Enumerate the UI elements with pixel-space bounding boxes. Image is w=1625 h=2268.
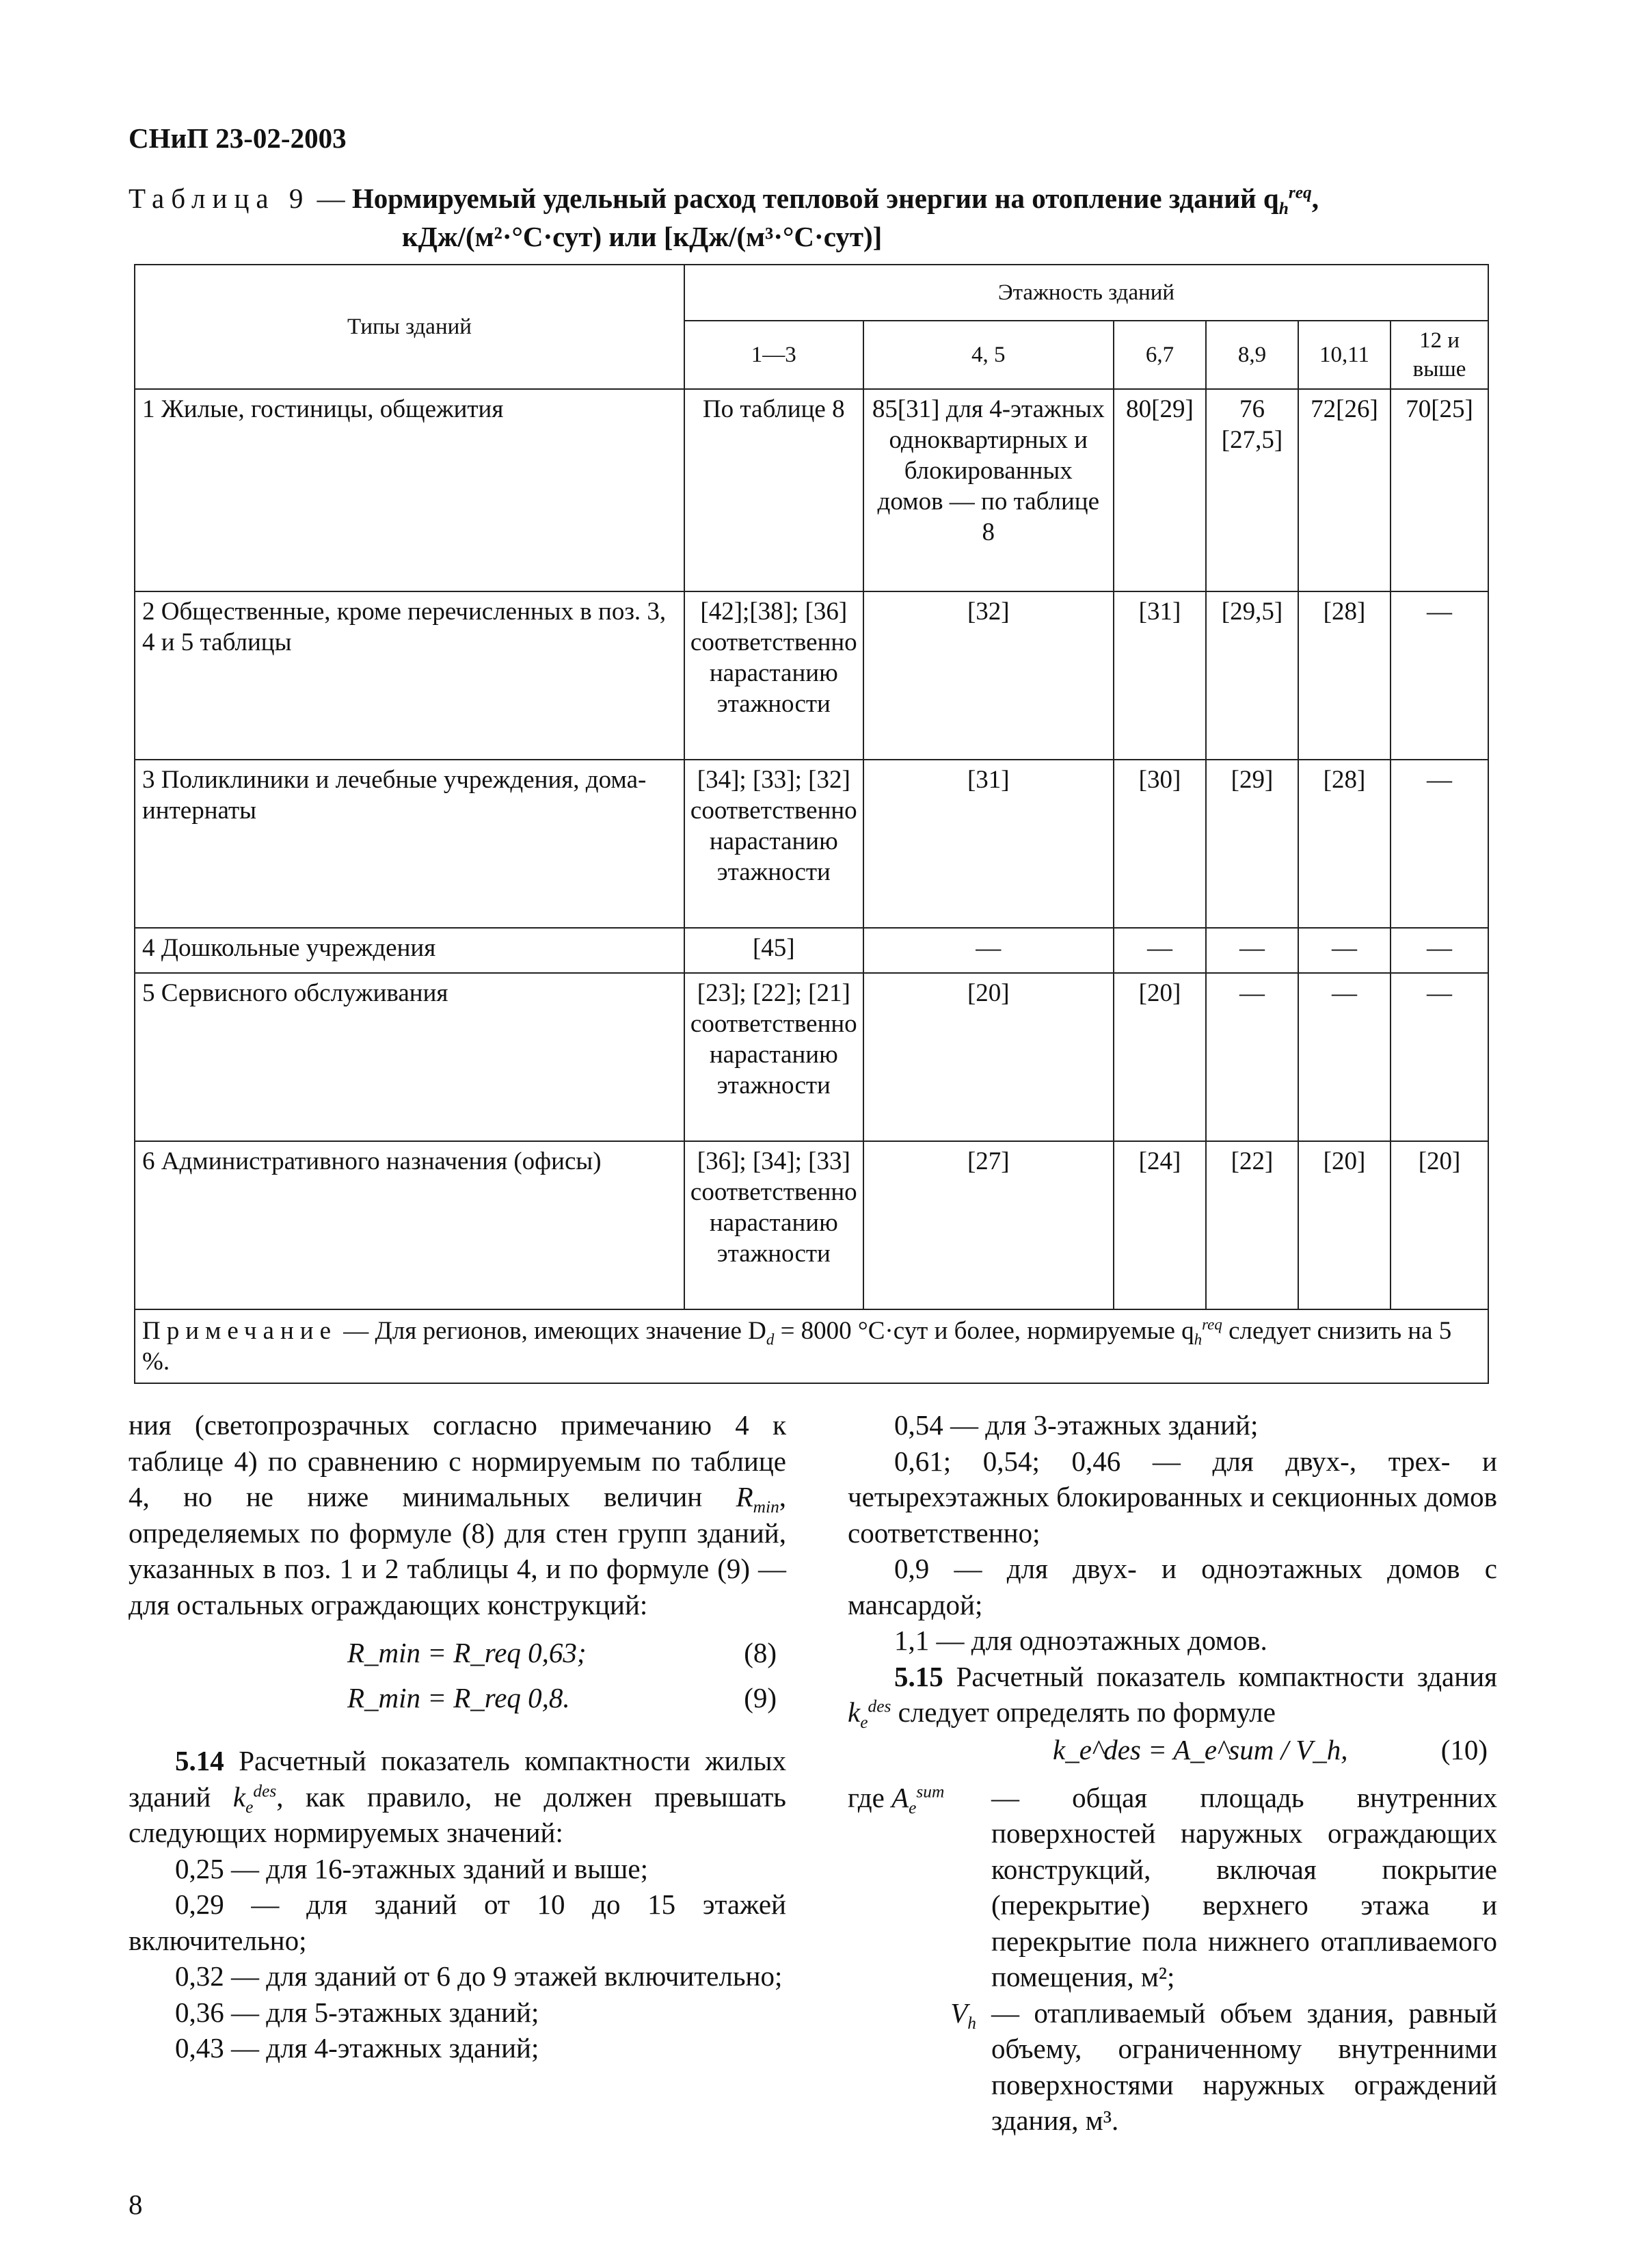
definition-volume bbox=[848, 1995, 1497, 2139]
row-value: [20] bbox=[863, 973, 1114, 1141]
section-number: 5.14 bbox=[175, 1745, 224, 1776]
row-value: — bbox=[1391, 591, 1488, 760]
section-5-14 bbox=[129, 1743, 786, 1851]
header-storey-col: 8,9 bbox=[1206, 321, 1298, 389]
row-value: [31] bbox=[1114, 591, 1206, 760]
title-text-line2: кДж/(м²·°С·сут) или [кДж/(м³·°С·сут)] bbox=[402, 221, 883, 252]
row-value: — bbox=[1391, 928, 1488, 973]
list-item: 0,54 — для 3-этажных зданий; bbox=[894, 1409, 1259, 1441]
header-storey-col: 6,7 bbox=[1114, 321, 1206, 389]
row-value: [20] bbox=[1114, 973, 1206, 1141]
note-text-c: следует снизить на 5 %. bbox=[142, 1317, 1452, 1376]
sec515-text-a: Расчетный показатель компактности здания bbox=[943, 1660, 1497, 1692]
row-value: — bbox=[1298, 973, 1391, 1141]
header-building-types: Типы зданий bbox=[135, 265, 684, 389]
row-value: [20] bbox=[1391, 1141, 1488, 1309]
sec514-text-b: , как правило, не должен превышать следующих нормируемых значений: bbox=[129, 1780, 787, 1848]
row-name: 6 Административного назначения (офисы) bbox=[135, 1141, 684, 1309]
where1-symbol: A bbox=[891, 1781, 909, 1813]
row-value: 70[25] bbox=[1391, 389, 1488, 591]
row-value: [22] bbox=[1206, 1141, 1298, 1309]
formula-10-number: (10) bbox=[1440, 1733, 1488, 1765]
right-column bbox=[848, 1407, 1497, 2139]
sec514-symbol: k bbox=[232, 1780, 246, 1813]
table-row bbox=[135, 760, 1488, 928]
title-comma: , bbox=[1311, 183, 1319, 214]
header-storeys: Этажность зданий bbox=[684, 265, 1488, 321]
table-row bbox=[135, 591, 1488, 760]
definition-text: — общая площадь внутренних поверхностей наружных ограждающих конструкций, включая покрытие (перекрытие) верхнего этажа и перекрытие пола нижнего отапливаемого помещения, м²; bbox=[991, 1781, 1497, 1992]
sec514-sub: e bbox=[245, 1797, 254, 1817]
list-item: 1,1 — для одноэтажных домов. bbox=[894, 1625, 1267, 1656]
header-storey-col: 4, 5 bbox=[863, 321, 1114, 389]
row-value: [20] bbox=[1298, 1141, 1391, 1309]
row-value: [36]; [34]; [33] соответственно нарастанию этажности bbox=[684, 1141, 863, 1309]
formula-8 bbox=[129, 1629, 786, 1677]
row-value: 80[29] bbox=[1114, 389, 1206, 591]
para1-sub: min bbox=[753, 1497, 779, 1517]
sec515-sup: des bbox=[868, 1696, 891, 1716]
row-name: 3 Поликлиники и лечебные учреждения, дома-интернаты bbox=[135, 760, 684, 928]
header-storey-col: 10,11 bbox=[1298, 321, 1391, 389]
header-storey-col: 12 и выше bbox=[1391, 321, 1488, 389]
where2-symbol: V bbox=[950, 1997, 968, 2029]
header-storey-col: 1—3 bbox=[684, 321, 863, 389]
note-text-b: = 8000 °С·сут и более, нормируемые q bbox=[774, 1317, 1194, 1345]
row-value: [31] bbox=[863, 760, 1114, 928]
formula-9-number: (9) bbox=[744, 1682, 777, 1713]
definition-symbol bbox=[848, 1995, 991, 2139]
table-row bbox=[135, 1141, 1488, 1309]
row-name: 5 Сервисного обслуживания bbox=[135, 973, 684, 1141]
note-sup-req: req bbox=[1202, 1316, 1222, 1333]
row-value: 76 [27,5] bbox=[1206, 389, 1298, 591]
note-sub-d: d bbox=[766, 1331, 775, 1348]
row-name: 2 Общественные, кроме перечисленных в поз. 3, 4 и 5 таблицы bbox=[135, 591, 684, 760]
row-value: — bbox=[1206, 973, 1298, 1141]
title-dash: — bbox=[317, 183, 345, 214]
sec514-text-a: Расчетный показатель компактности жилых зданий bbox=[129, 1745, 786, 1813]
list-item: 0,9 — для двух- и одноэтажных домов с мансардой; bbox=[848, 1553, 1497, 1620]
definition-text: — отапливаемый объем здания, равный объему, ограниченному внутренними поверхностями наружных ограждений здания, м³. bbox=[991, 1997, 1497, 2136]
table-note-row bbox=[135, 1309, 1488, 1383]
row-value: — bbox=[1391, 973, 1488, 1141]
row-value: [30] bbox=[1114, 760, 1206, 928]
para1-symbol: R bbox=[736, 1481, 753, 1512]
note-label: Примечание bbox=[142, 1317, 337, 1345]
row-value: [27] bbox=[863, 1141, 1114, 1309]
list-item: 0,61; 0,54; 0,46 — для двух-, трех- и четырехэтажных блокированных и секционных домов соответственно; bbox=[848, 1445, 1497, 1549]
row-value: [32] bbox=[863, 591, 1114, 760]
section-number: 5.15 bbox=[894, 1660, 943, 1692]
row-value: — bbox=[1114, 928, 1206, 973]
list-item: 0,25 — для 16-этажных зданий и выше; bbox=[175, 1852, 648, 1884]
row-value: [45] bbox=[684, 928, 863, 973]
sec515-text-b: следует определять по формуле bbox=[891, 1696, 1276, 1728]
row-name: 4 Дошкольные учреждения bbox=[135, 928, 684, 973]
row-value: [23]; [22]; [21] соответственно нарастанию этажности bbox=[684, 973, 863, 1141]
list-item: 0,29 — для зданий от 10 до 15 этажей включительно; bbox=[129, 1889, 786, 1956]
table-label: Таблица 9 bbox=[129, 183, 310, 214]
definition-symbol bbox=[848, 1780, 991, 1995]
section-5-15 bbox=[848, 1659, 1497, 1731]
title-sup-req: req bbox=[1288, 183, 1312, 202]
row-value: — bbox=[1391, 760, 1488, 928]
where2-sub: h bbox=[967, 2013, 976, 2033]
row-value: — bbox=[1298, 928, 1391, 973]
row-value: [28] bbox=[1298, 591, 1391, 760]
row-value: [29,5] bbox=[1206, 591, 1298, 760]
row-value: [24] bbox=[1114, 1141, 1206, 1309]
table-note bbox=[135, 1309, 1488, 1383]
formula-9 bbox=[129, 1677, 786, 1725]
sec515-symbol: k bbox=[848, 1696, 861, 1728]
row-value: [42];[38]; [36] соответственно нарастанию этажности bbox=[684, 591, 863, 760]
document-code: СНиП 23-02-2003 bbox=[129, 122, 347, 154]
list-item: 0,43 — для 4-этажных зданий; bbox=[175, 2032, 539, 2064]
table-row bbox=[135, 973, 1488, 1141]
formula-10-expr: k_e^des = A_e^sum / V_h, bbox=[1053, 1733, 1348, 1765]
row-value: — bbox=[1206, 928, 1298, 973]
left-column bbox=[129, 1407, 786, 2066]
title-text-line1: Нормируемый удельный расход тепловой энергии на отопление зданий q bbox=[351, 183, 1279, 214]
table-row bbox=[135, 928, 1488, 973]
where1-sup: sum bbox=[916, 1781, 945, 1801]
row-value: [29] bbox=[1206, 760, 1298, 928]
sec515-sub: e bbox=[860, 1713, 868, 1733]
formula-9-expr: R_min = R_req 0,8. bbox=[347, 1682, 570, 1713]
title-sub-h: h bbox=[1278, 199, 1289, 219]
formula-10 bbox=[848, 1731, 1497, 1772]
row-value: По таблице 8 bbox=[684, 389, 863, 591]
where1-sub: e bbox=[909, 1798, 917, 1817]
page-number: 8 bbox=[129, 2189, 143, 2220]
row-value: 85[31] для 4-этажных одноквартирных и блокированных домов — по таблице 8 bbox=[863, 389, 1114, 591]
para1-text: ния (светопрозрачных согласно примечанию 4 к таблице 4) по сравнению с нормируемым по таблице 4, но не ниже минимальных величин bbox=[129, 1409, 786, 1512]
row-value: [34]; [33]; [32] соответственно нарастанию этажности bbox=[684, 760, 863, 928]
table-title bbox=[129, 179, 1489, 256]
row-value: [28] bbox=[1298, 760, 1391, 928]
list-item: 0,32 — для зданий от 6 до 9 этажей включительно; bbox=[175, 1960, 783, 1992]
paragraph-min-resistance bbox=[129, 1407, 786, 1623]
sec514-sup: des bbox=[253, 1780, 277, 1800]
para1-cont: , определяемых по формуле (8) для стен групп зданий, указанных в поз. 1 и 2 таблицы 4, и по формуле (9) — для остальных ограждающих конструкций: bbox=[129, 1481, 787, 1620]
formula-8-number: (8) bbox=[744, 1637, 777, 1668]
where-word: где bbox=[848, 1781, 885, 1813]
list-item: 0,36 — для 5-этажных зданий; bbox=[175, 1996, 539, 2028]
note-text-a: — Для регионов, имеющих значение D bbox=[337, 1317, 766, 1345]
table-row bbox=[135, 389, 1488, 591]
row-value: — bbox=[863, 928, 1114, 973]
definition-area bbox=[848, 1780, 1497, 1995]
note-sub-h: h bbox=[1194, 1331, 1203, 1348]
formula-8-expr: R_min = R_req 0,63; bbox=[347, 1637, 587, 1668]
row-value: 72[26] bbox=[1298, 389, 1391, 591]
norms-table bbox=[134, 264, 1489, 1384]
row-name: 1 Жилые, гостиницы, общежития bbox=[135, 389, 684, 591]
